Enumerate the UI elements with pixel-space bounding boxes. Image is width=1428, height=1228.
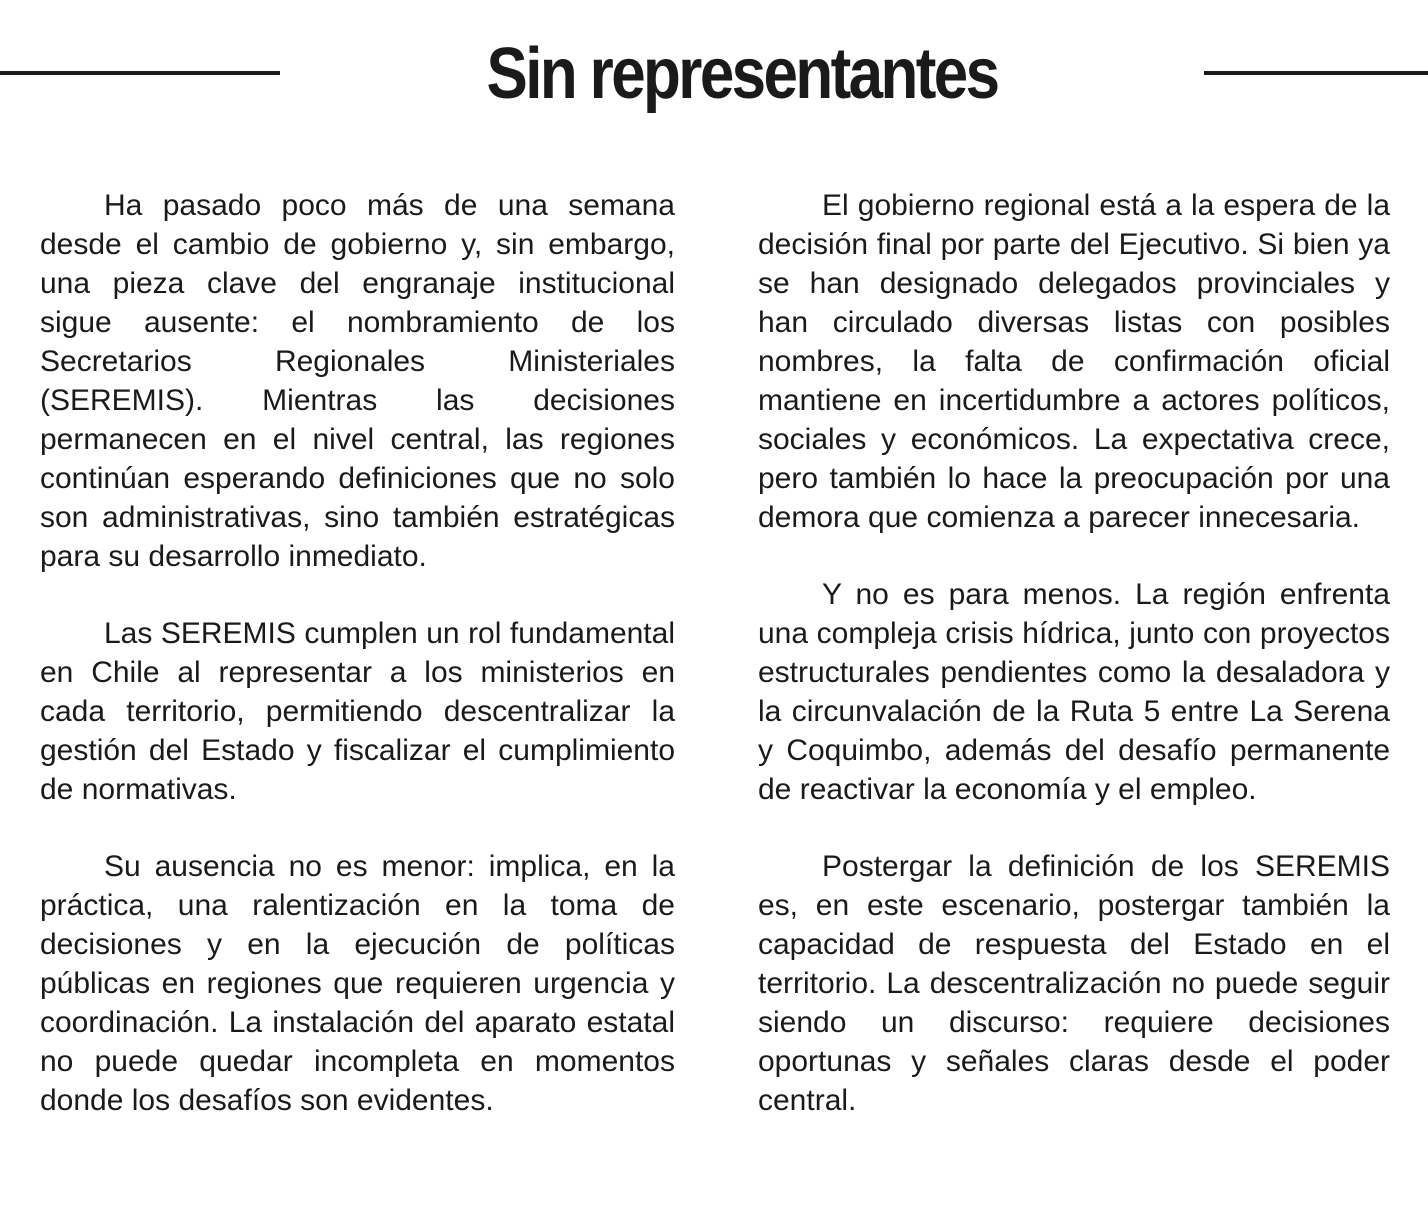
article-header bbox=[0, 0, 1428, 140]
paragraph-right-2: Y no es para menos. La región enfrenta una compleja crisis hídrica, junto con proyectos estructurales pendientes como la desaladora y la circunvalación de la Ruta 5 entre La Serena y Coquimbo, además del desafío permanente de reactivar la economía y el empleo. bbox=[758, 578, 1390, 806]
paragraph-left-1: Ha pasado poco más de una semana desde el cambio de gobierno y, sin embargo, una pieza clave del engranaje institucional sigue ausente: el nombramiento de los Secretarios Regionales Ministeriales (SEREMIS). Mientras las decisiones permanecen en el nivel central, las regiones continúan esperando definiciones que no solo son administrativas, sino también estratégicas para su desarrollo inmediato. bbox=[40, 189, 675, 573]
right-column bbox=[758, 186, 1390, 1158]
article-title: Sin representantes bbox=[486, 34, 998, 114]
paragraph-right-3: Postergar la definición de los SEREMIS es, en este escenario, postergar también la capacidad de respuesta del Estado en el territorio. La descentralización no puede seguir siendo un discurso: requiere decisiones oportunas y señales claras desde el poder central. bbox=[758, 850, 1390, 1117]
paragraph-left-3: Su ausencia no es menor: implica, en la práctica, una ralentización en la toma de decisiones y en la ejecución de políticas públicas en regiones que requieren urgencia y coordinación. La instalación del aparato estatal no puede quedar incompleta en momentos donde los desafíos son evidentes. bbox=[40, 850, 675, 1117]
title-rule-left bbox=[0, 71, 280, 75]
title-rule-right bbox=[1204, 71, 1428, 75]
left-column bbox=[40, 186, 675, 1158]
paragraph-left-2: Las SEREMIS cumplen un rol fundamental en Chile al representar a los ministerios en cada territorio, permitiendo descentralizar la gestión del Estado y fiscalizar el cumplimiento de normativas. bbox=[40, 617, 675, 806]
paragraph-right-1: El gobierno regional está a la espera de la decisión final por parte del Ejecutivo. Si bien ya se han designado delegados provinciales y han circulado diversas listas con posibles nombres, la falta de confirmación oficial mantiene en incertidumbre a actores políticos, sociales y económicos. La expectativa crece, pero también lo hace la preocupación por una demora que comienza a parecer innecesaria. bbox=[758, 189, 1390, 534]
